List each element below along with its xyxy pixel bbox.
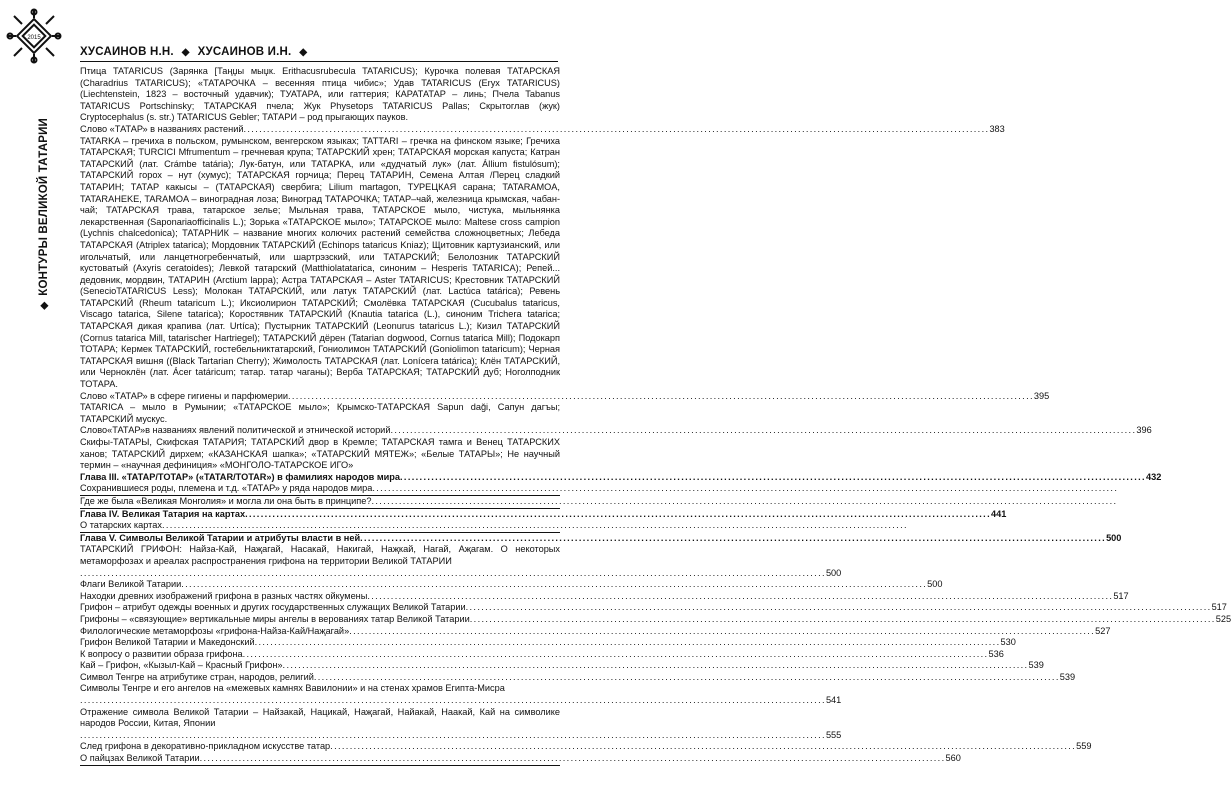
toc-paragraph: Птица TATARICUS (Зарянка [Таңџы мыџк. Erithacusrubecula TATARICUS); Курочка полевая ТАТАРСКАЯ (Charadrius TATARICUS); «ТАТАРОЧКА – весенняя птица чибис»; Удав TATARICUS (Eryx TATARICUS) (Liechtenstein, 1823 – восточный удавчик); ТУАТАРА, или гаттерия; КАРАТАТАР – линь; Пчела Tabanus TATARICUS Portschinsky; ТАТАРСКАЯ пчела; Жук Physetops TATARICUS Pallas; Скрытоглав (жук) Cryptocephalus (s. str.) TATARICUS Gebler; ТАТАРИ – род прыгающих пауков. xyxy=(80,66,560,123)
toc-entry-page: 500 xyxy=(1106,532,1122,543)
toc-entry-title: Глава IV. Великая Татария на картах xyxy=(80,508,246,519)
toc-entry-page: 441 xyxy=(991,508,1007,519)
toc-entry-page: 539 xyxy=(1059,671,1076,682)
logo-year: 2015 xyxy=(27,35,41,41)
toc-entry-title: Где же была «Великая Монголия» и могла ли она быть в принципе? xyxy=(80,495,372,506)
toc-entry-title: След грифона в декоративно-прикладном искусстве татар xyxy=(80,741,331,752)
toc-entry-page: 530 xyxy=(1000,637,1016,648)
toc-entry[interactable] xyxy=(80,637,1016,649)
toc-entry[interactable] xyxy=(80,671,1076,684)
toc-entry-page: 383 xyxy=(989,123,1005,134)
toc-entry-page: 500 xyxy=(927,579,943,590)
toc-entry-title: К вопросу о развитии образа грифона xyxy=(80,648,243,659)
toc-leader-dots xyxy=(200,753,944,765)
toc-entry[interactable] xyxy=(80,590,1129,603)
toc-entry-title: Грифоны – «связующие» вертикальные миры ангелы в верованиях татар Великой Татарии xyxy=(80,613,470,624)
toc-entry-title: Сохранившиеся роды, племена и т.д. «ТАТАР» у ряда народов мира xyxy=(80,483,373,494)
toc-entry-page: 559 xyxy=(1076,741,1092,752)
toc-leader-dots xyxy=(390,425,1134,437)
toc-entry-page: 527 xyxy=(1095,625,1111,636)
toc-leader-dots xyxy=(255,637,999,649)
toc-entry-title: Глава III. «TATAP/TOTAP» («TATAR/TOTAR») в фамилиях народов мира xyxy=(80,471,401,482)
toc-entry[interactable] xyxy=(80,520,560,532)
toc-entry-page: 517 xyxy=(1211,602,1227,613)
toc-leader-dots xyxy=(80,568,824,580)
toc-entry-title: Слово «ТАТАР» в сфере гигиены и парфюмерии xyxy=(80,390,288,401)
toc-leader-dots xyxy=(349,626,1093,638)
toc-entry-title: Глава V. Символы Великой Татарии и атрибуты власти в ней xyxy=(80,532,361,543)
toc-leader-dots xyxy=(367,591,1111,603)
toc-leader-dots xyxy=(244,124,988,136)
toc-entry-title: Грифон Великой Татарии и Македонский xyxy=(80,637,255,648)
toc-entry-page: 555 xyxy=(825,729,842,740)
toc-entry-page: 560 xyxy=(945,753,961,764)
toc-entry-page: 517 xyxy=(1113,590,1129,601)
toc-entry-title: О татарских картах xyxy=(80,520,162,531)
toc-leader-dots xyxy=(283,660,1027,672)
author-right: ХУСАИНОВ И.Н. xyxy=(197,46,292,58)
toc-paragraph: TATARICA – мыло в Румынии; «ТАТАРСКОЕ мыло»; Крымско-ТАТАРСКАЯ Sapun daği, Сапун дагъы; ТАТАРСКИЙ мускус. xyxy=(80,402,560,424)
toc-entry-title: Флаги Великой Татарии xyxy=(80,579,182,590)
page-header xyxy=(80,42,558,62)
side-band xyxy=(0,0,72,800)
toc-leader-dots xyxy=(80,695,824,707)
toc-entry[interactable] xyxy=(80,695,842,707)
toc-leader-dots xyxy=(400,472,1144,484)
toc-entry-title: Грифон – атрибут одежды военных и других государственных служащих Великой Татарии xyxy=(80,602,466,613)
toc-entry-page: 396 xyxy=(1136,425,1152,436)
header-rule xyxy=(80,61,558,62)
toc-entry[interactable] xyxy=(80,471,1162,484)
ornament-logo-icon xyxy=(6,8,62,64)
toc-entry-title: Символ Тенгре на атрибутике стран, народов, религий xyxy=(80,671,314,682)
toc-entry[interactable] xyxy=(80,753,961,766)
toc-leader-dots xyxy=(470,614,1214,626)
toc-entry-title: О пайцзах Великой Татарии xyxy=(80,753,200,764)
author-left: ХУСАИНОВ Н.Н. xyxy=(80,46,174,58)
toc-entry-title: Находки древних изображений грифона в разных частях ойкумены xyxy=(80,590,368,601)
toc-entry[interactable] xyxy=(80,648,1004,661)
toc-entry-title: Филологические метаморфозы «грифона-Найза-Кай/Наҗагай» xyxy=(80,625,350,636)
toc-entry-page: 432 xyxy=(1145,471,1162,482)
toc-entry-title: Слово«ТАТАР»в названиях явлений политической и этнической историй xyxy=(80,425,391,436)
toc-entry[interactable] xyxy=(80,425,1152,437)
toc-entry-page: 539 xyxy=(1028,660,1044,671)
toc-leader-dots xyxy=(372,496,1116,508)
toc-entry-title: Слово «ТАТАР» в названиях растений xyxy=(80,123,244,134)
toc-entry-page: 395 xyxy=(1033,390,1050,401)
toc-entry-page: 541 xyxy=(825,695,842,706)
toc-paragraph: ТАТАРСКИЙ ГРИФОН: Найза-Кай, Наҗагай, Насакай, Накигай, Наҗкай, Нагай, Аҗагам. О некоторых метаморфозах и ареалах распространения грифона на территории Великой ТАТАРИИ xyxy=(80,544,560,566)
toc-paragraph: Скифы-ТАТАРЫ, Скифская ТАТАРИЯ; ТАТАРСКИЙ двор в Кремле; ТАТАРСКАЯ тамга и Венец ТАТАРСКИХ ханов; ТАТАРСКИЙ дирхем; «КАЗАНСКАЯ шапка»; «ТАТАРСКИЙ МЯТЕЖ»; «Белые ТАТАРЫ»; Не научный термин – «научная дефиниция» «МОНГОЛО-ТАТАРСКОЕ ИГО» xyxy=(80,437,560,471)
side-title xyxy=(38,118,50,310)
toc-entry[interactable] xyxy=(80,532,1122,545)
toc-entry[interactable] xyxy=(80,579,943,591)
toc-leader-dots xyxy=(80,730,824,742)
toc-paragraph: TATARKA – гречиха в польском, румынском, венгерском языках; TATTARI – гречка на финском языке; Гречиха ТАТАРСКАЯ; TURCICI Mfrumentum – гречневая крупа; ТАТАРСКИЙ хрен; ТАТАРСКАЯ морская капуста; Катран ТАТАРСКИЙ (лат. Crámbe tatária); Лук-батун, или ТАТАРКА, или «дудчатый лук» (лат. Állium fistulósum); ТАТАРСКИЙ горох – нут (хумус); ТАТАРСКАЯ горчица; Перец ТАТАРИН, Семена Алтая /Перец сладкий ТАТАРИН; ТАТАР какысы – (ТАТАРСКАЯ) свербига; Lilium martagon, ТУРЕЦКАЯ сарана; TATARAMOA, TATARAHEKE, TARAMOA – виноградная лоза; Виноград ТАТАРОЧКА; ТАТАР–чай, железница крымская, чабан-чай; ТАТАРСКАЯ трава, татарское зелье; Мыльная трава, ТАТАРСКОЕ мыло, чистука, мыльнянка лекарственная (Saponariaofficinalis L.); Зорька «ТАТАРСКОЕ мыло»; ТАТАРСКОЕ мыло: Maltese cross campion (Lychnis chalcedonica); ТАТАРНИК – название многих колючих растений семейства сложноцветных; Лебеда ТАТАРСКАЯ (Atriplex tatarica); Мордовник ТАТАРСКИЙ (Echinops tataricus Kniaz); Щитовник картузианский, или игольчатый, или ланцетногребенчатый, или шартрэзский, или ТАТАРСКИЙ; Белолозник ТАТАРСКИЙ кустоватый (Axyris ceratoides); Левкой татарский (Matthiolatatarica, синоним – Hesperis TATARICA); Репей... дедовник, мордвин, ТАТАРИН (Arctium lappa); Астра ТАТАРСКАЯ – Aster TATARICUS; Крестовник ТАТАРСКИЙ (SenecioTATARICUS Less); Молокан ТАТАРСКИЙ, или латук ТАТАРСКИЙ (лат. Lactúca tatárica); Ревень ТАТАРСКИЙ (Rheum tataricum L.); Иксиолирион ТАТАРСКИЙ; Смолёвка ТАТАРСКАЯ (Cucubalus tataricus, Viscago tatarica, Silene tatarica); Коростявник ТАТАРСКИЙ (Knautia tatarica (L.), синоним Trichera tatarica; ТАТАРСКАЯ дикая крапива (лат. Urtíca); Пустырник ТАТАРСКИЙ (Leonurus tataricus L.); Кизил ТАТАРСКИЙ (Cornus tatarica Mill, tatarischer Hartriegel); ТАТАРСКИЙ дёрен (Tatarian dogwood, Cornus tatarica Mill); Подокарп ТОТАРА; Кермек ТАТАРСКИЙ, гостебельниктатарский, Гониолимон ТАТАРСКИЙ (Goniolimon tataricum); Черная ТАТАРСКАЯ вишня ((Black Tartarian Cherry); Жимолость ТАТАРСКАЯ (лат. Lonícera tatárica); Клён ТАТАРСКИЙ, или Черноклён (лат. Ácer tatáricum; татар. татар чаганы); Верба ТАТАРСКАЯ; ТАТАРСКИЙ дуб; Ноголподник ТОТАРА. xyxy=(80,135,560,390)
toc-entry[interactable] xyxy=(80,390,1050,403)
toc-paragraph: Символы Тенгре и его ангелов на «межевых камнях Вавилонии» и на стенах храмов Египта-Мисра xyxy=(80,683,505,694)
toc-entry[interactable] xyxy=(80,508,1007,521)
toc-content xyxy=(80,66,1231,766)
diamond-icon: ◆ xyxy=(39,301,50,310)
toc-leader-dots xyxy=(243,649,987,661)
toc-leader-dots xyxy=(181,579,925,591)
toc-entry[interactable] xyxy=(80,602,1227,614)
toc-leader-dots xyxy=(245,509,989,521)
toc-entry[interactable] xyxy=(80,567,842,580)
toc-entry[interactable] xyxy=(80,483,560,496)
toc-leader-dots xyxy=(288,391,1032,403)
toc-entry[interactable] xyxy=(80,123,1005,136)
toc-leader-dots xyxy=(466,602,1210,614)
toc-entry-title: Кай – Грифон, «Кызыл-Кай – Красный Грифон» xyxy=(80,660,283,671)
toc-leader-dots xyxy=(330,741,1074,753)
toc-entry[interactable] xyxy=(80,613,1231,626)
side-title-text: КОНТУРЫ ВЕЛИКОЙ ТАТАРИИ xyxy=(38,118,50,296)
toc-entry[interactable] xyxy=(80,625,1111,638)
toc-entry[interactable] xyxy=(80,496,560,508)
toc-leader-dots xyxy=(360,533,1104,545)
toc-entry-page: 500 xyxy=(825,567,842,578)
diamond-icon: ◆ xyxy=(299,46,308,58)
diamond-icon: ◆ xyxy=(181,46,190,58)
toc-entry[interactable] xyxy=(80,660,1044,672)
toc-leader-dots xyxy=(372,483,1116,495)
toc-entry[interactable] xyxy=(80,741,1092,753)
toc-leader-dots xyxy=(314,672,1058,684)
toc-entry[interactable] xyxy=(80,729,842,742)
toc-paragraph: Отражение символа Великой Татарии – Найзакай, Нацикай, Наҗагай, Найакай, Наакай, Кай на символике народов России, Китая, Японии xyxy=(80,706,560,729)
toc-leader-dots xyxy=(162,520,906,532)
toc-entry-page: 525 xyxy=(1215,613,1231,624)
toc-entry-page: 536 xyxy=(988,648,1004,659)
